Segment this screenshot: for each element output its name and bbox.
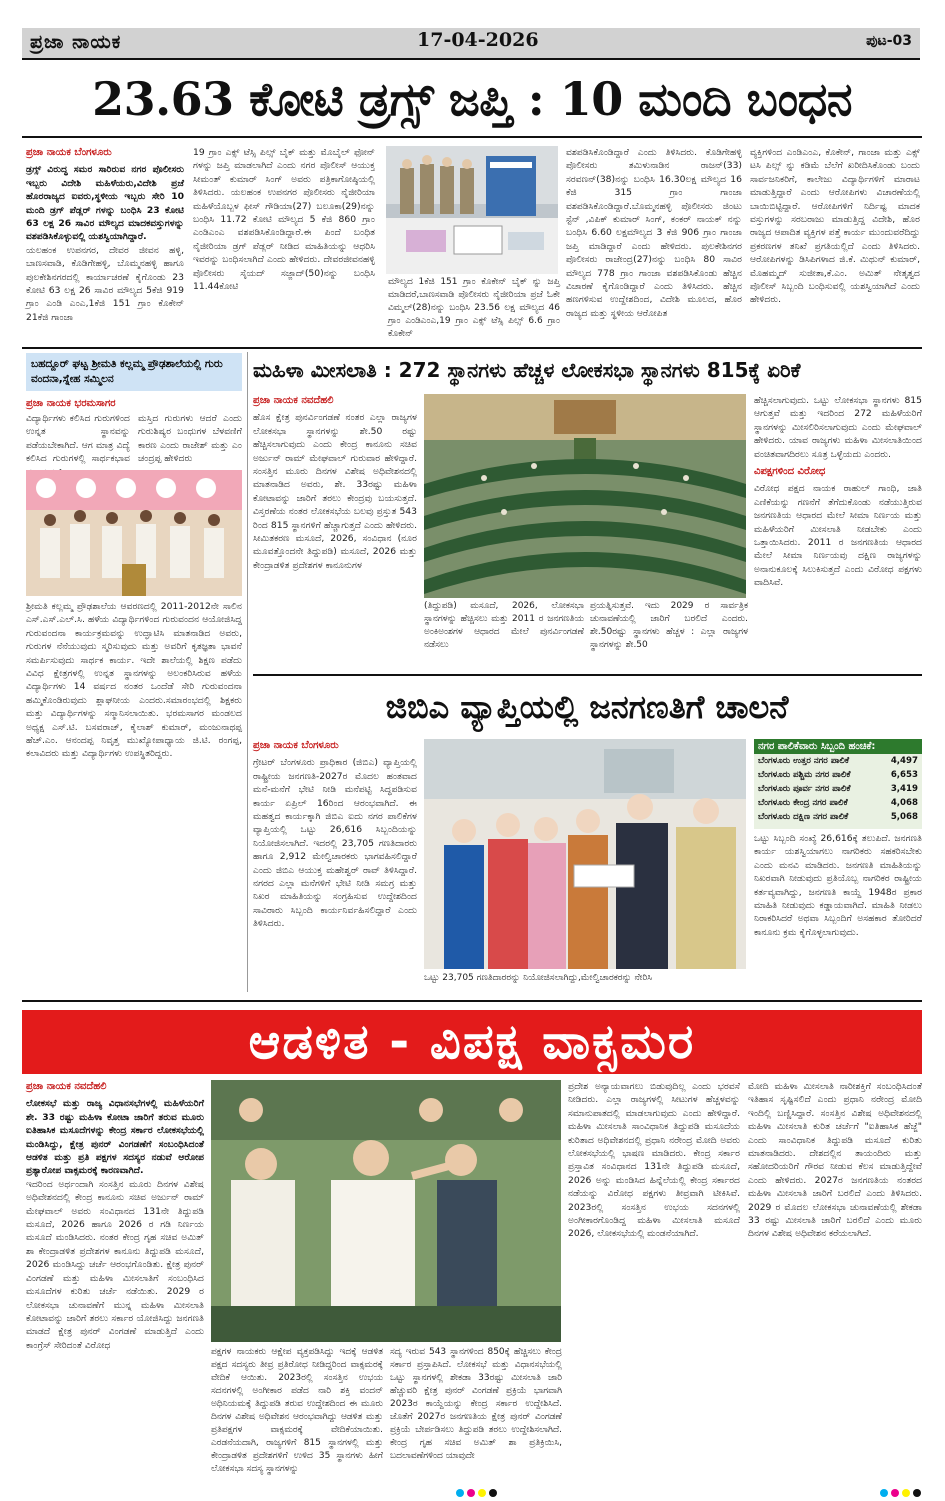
census-headline: ಜಿಬಿಎ ವ್ಯಾಪ್ತಿಯಲ್ಲಿ ಜನಗಣತಿಗೆ ಚಾಲನೆ [385, 688, 789, 726]
column-divider [247, 352, 248, 992]
story-body: ಯಲಹಂಕ ಉಪನಗರ, ದೇವರ ಜೀವನ ಹಳ್ಳಿ, ಬಾಣಸವಾಡಿ, ಕೊಡಿಗೇಹಳ್ಳಿ, ಬೊಮ್ಮನಹಳ್ಳಿ ಹಾಗೂ ಪುಲಕೇಶಿನಗರದಲ್ಲಿ ಕಾರ್ಯಾಚರಣೆ ಕೈಗೊಂಡು 23 ಕೋಟಿ 63 ಲಕ್ಷ 26 ಸಾವಿರ ಮೌಲ್ಯದ 5ಕೆಜಿ 919 ಗ್ರಾಂ ಎಂಡಿ ಎಂಎ,1ಕೆಜಿ 151 ಗ್ರಾಂ ಕೊಕೇನ್ 21ಕೆಜಿ ಗಾಂಜಾ [26, 244, 184, 323]
box-row: ಬೆಂಗಳೂರು ದಕ್ಷಿಣ ನಗರ ಪಾಲಿಕೆ 5,068 [758, 812, 918, 822]
black-dot [489, 1489, 497, 1497]
photo-caption: (ತಿದ್ದುಪಡಿ) ಮಸೂದೆ, 2026, ಲೋಕಸಭಾ ಸ್ಥಾನಗಳನ್ನು ಹೆಚ್ಚಿಸಲು ಮತ್ತು 2011 ರ ಜನಗಣತಿಯ ಅಂಕಿಅಂಶಗಳ ಆಧಾರದ ಮೇಲೆ ಪುನರ್ವಿಂಗಡಣೆ ನಡೆಸಲು [424, 601, 584, 650]
box-row: ಬೆಂಗಳೂರು ಕೇಂದ್ರ ನಗರ ಪಾಲಿಕೆ 4,068 [758, 798, 918, 808]
divider [253, 674, 922, 676]
story-body-2: ವಿರೋಧ ಪಕ್ಷದ ನಾಯಕ ರಾಹುಲ್ ಗಾಂಧಿ, ಜಾತಿ ಎಣಿಕೆಯನ್ನು ಗಣನೆಗೆ ತೆಗೆದುಕೊಂಡು ನಡೆಯುತ್ತಿರುವ ಜನಗಣತಿಯ ಆಧಾರದ ಮೇಲೆ ಸೀಮಾ ನಿರ್ಣಯ ಮತ್ತು ಮಹಿಳೆಯರಿಗೆ ಮೀಸಲಾತಿ ನೀಡಬೇಕು ಎಂದು ಒತ್ತಾಯಿಸಿದರು. 2011 ರ ಜನಗಣತಿಯ ಆಧಾರದ ಮೇಲೆ ಸೀಮಾ ನಿರ್ಣಯವು ದಕ್ಷಿಣ ರಾಜ್ಯಗಳನ್ನು ಅನಾನುಕೂಲಕ್ಕೆ ಸಿಲುಕಿಸುತ್ತದೆ ಎಂದು ವಿರೋಧ ಪಕ್ಷಗಳು ವಾದಿಸಿವೆ. [754, 483, 922, 589]
photo-caption: ಒಟ್ಟು 23,705 ಗಣತಿದಾರರನ್ನು ನಿಯೋಜಿಸಲಾಗಿದ್ದು,ಮೇಲ್ವಿಚಾರಕರನ್ನು ನೇರಿಸಿ [424, 973, 652, 983]
parliament-chamber-photo [424, 394, 746, 598]
police-press-photo [386, 146, 558, 274]
issue-date: 17-04-2026 [417, 29, 539, 51]
story1-col1 [26, 146, 184, 341]
black-dot [913, 1489, 921, 1497]
story-body: ಹೆಚ್ಚಿಸಲಾಗುವುದು. ಒಟ್ಟು ಲೋಕಸಭಾ ಸ್ಥಾನಗಳು 815 ಆಗುತ್ತವೆ ಮತ್ತು ಇದರಿಂದ 272 ಮಹಿಳೆಯರಿಗೆ ಸ್ಥಾನಗಳನ್ನು ಮೀಸಲಿರಿಸಲಾಗುವುದು ಎಂದು ಮೇಘವಾಲ್ ಹೇಳಿದರು. ಯಾವ ರಾಜ್ಯಗಳು ಮಹಿಳಾ ಮೀಸಲಾತಿಯಿಂದ ವಂಚಿತವಾಗದಿರಲು ಸೂತ್ರ ಒಳ್ಳೆಯದು ಎಂದರು. [754, 395, 922, 460]
lok-sabha-photo [424, 394, 746, 598]
story3-col1 [253, 739, 417, 987]
story-body: ಹೊಸ ಕ್ಷೇತ್ರ ಪುನರ್ವಿಂಗಡಣೆ ನಂತರ ಎಲ್ಲಾ ರಾಜ್ಯಗಳ ಲೋಕಸಭಾ ಸ್ಥಾನಗಳನ್ನು ಶೇ.50 ರಷ್ಟು ಹೆಚ್ಚಿಸಲಾಗುವುದು ಎಂದು ಕೇಂದ್ರ ಕಾನೂನು ಸಚಿವ ಅರ್ಜುನ್ ರಾಮ್ ಮೇಘವಾಲ್ ಗುರುವಾರ ಹೇಳಿದ್ದಾರೆ. ಸಂಸತ್ತಿನ ಮೂರು ದಿನಗಳ ವಿಶೇಷ ಅಧಿವೇಶನದಲ್ಲಿ ಮಾತನಾಡಿದ ಅವರು, ಶೇ. 33ರಷ್ಟು ಮಹಿಳಾ ಕೋಟಾವನ್ನು ಜಾರಿಗೆ ತರಲು ಕೇಂದ್ರವು ಬಯಸುತ್ತದೆ. ವಿಸ್ತರಣೆಯ ನಂತರ ಲೋಕಸಭೆಯ ಬಲವು ಪ್ರಸ್ತುತ 543 ರಿಂದ 815 ಸ್ಥಾನಗಳಿಗೆ ಹೆಚ್ಚಾಗುತ್ತದೆ ಎಂದು ಹೇಳಿದರು. ಸೀಮಿತಕರಣ ಮಸೂದೆ, 2026, ಸಂವಿಧಾನ (ನೂರ ಮೂವತ್ತೊಂದನೇ ತಿದ್ದುಪಡಿ) ಮಸೂದೆ, 2026 ಮತ್ತು ಕೇಂದ್ರಾಡಳಿತ ಪ್ರದೇಶಗಳ ಕಾನೂನುಗಳ [253, 412, 417, 571]
census-photo [424, 739, 746, 969]
print-registration-marks [456, 1489, 497, 1497]
reservation-headline: ಮಹಿಳಾ ಮೀಸಲಾತಿ : 272 ಸ್ಥಾನಗಳು ಹೆಚ್ಚಳ ಲೋಕಸಭಾ ಸ್ಥಾನಗಳು 815ಕ್ಕೆ ಏರಿಕೆ [253, 358, 801, 382]
box-row: ಬೆಂಗಳೂರು ಪಶ್ಚಿಮ ನಗರ ಪಾಲಿಕೆ 6,653 [758, 770, 918, 780]
yellow-dot [902, 1489, 910, 1497]
story1-col5: ವ್ಯಕ್ತಿಗಳಿಂದ ಎಂಡಿಎಂಎ, ಕೊಕೇನ್, ಗಾಂಜಾ ಮತ್ತು ಎಕ್ಸ್ ಟಸಿ ಪಿಲ್ಸ್ ನ್ನು ಕಡಿಮೆ ಬೆಲೆಗೆ ಖರೀದಿಸಿಕೊಂಡು ಬಂದು ಸಾರ್ವಜನಿಕರಿಗೆ, ಕಾಲೇಜು ವಿದ್ಯಾರ್ಥಿಗಳಿಗೆ ಮಾರಾಟ ಮಾಡುತ್ತಿದ್ದಾರೆ ಎಂದು ಆರೋಪಿಗಳು ವಿಚಾರಣೆಯಲ್ಲಿ ಬಾಯಿಬಿಟ್ಟಿದ್ದಾರೆ. ಆರೋಪಿಗಳಿಗೆ ನಿರ್ದಿಷ್ಟ ಮಾದಕ ವಸ್ತುಗಳನ್ನು ಸರಬರಾಜು ಮಾಡುತ್ತಿದ್ದ ವಿದೇಶಿ, ಹೊರ ರಾಜ್ಯದ ಆಪಾದಿತ ವ್ಯಕ್ತಿಗಳ ಪತ್ತೆ ಕಾರ್ಯ ಮುಂದುವರೆದಿದ್ದು ಪ್ರಕರಣಗಳ ತನಿಖೆ ಪ್ರಗತಿಯಲ್ಲಿದೆ ಎಂದು ತಿಳಿಸಿದರು. ಆರೋಪಿಗಳನ್ನು ಡಿಸಿಪಿಗಳಾದ ಜಿ.ಕೆ. ಮಿಥುನ್ ಕುಮಾರ್, ಮೊಹಮ್ಮದ್ ಸುಜೀತಾ,ಕೆ.ಎಂ. ಅಮಿತ್ ನೇತೃತ್ವದ ಪೊಲೀಸ್ ಸಿಬ್ಬಂದಿ ಬಂಧಿಸುವಲ್ಲಿ ಯಶಸ್ವಿಯಾಗಿದೆ ಎಂದು ಹೇಳಿದರು. [750, 147, 920, 306]
paper-name: ಪ್ರಜಾ ನಾಯಕ [30, 31, 122, 53]
byline: ಪ್ರಜಾ ನಾಯಕ ಬೆಂಗಳೂರು [253, 740, 339, 751]
story-body: ಗ್ರೇಟರ್ ಬೆಂಗಳೂರು ಪ್ರಾಧಿಕಾರ (ಜಿಬಿಎ) ವ್ಯಾಪ್ತಿಯಲ್ಲಿ ರಾಷ್ಟ್ರೀಯ ಜನಗಣತಿ-2027ರ ಮೊದಲ ಹಂತವಾದ ಮನೆ-ಮನೆಗೆ ಭೇಟಿ ನೀಡಿ ಮನೆಪಟ್ಟಿ ಸಿದ್ಧಪಡಿಸುವ ಕಾರ್ಯ ಏಪ್ರಿಲ್ 16ರಿಂದ ಆರಂಭವಾಗಿದೆ. ಈ ಮಹತ್ವದ ಕಾರ್ಯಕ್ಕಾಗಿ ಜಿಬಿಎ ಐದು ನಗರ ಪಾಲಿಕೆಗಳ ವ್ಯಾಪ್ತಿಯಲ್ಲಿ ಒಟ್ಟು 26,616 ಸಿಬ್ಬಂದಿಯನ್ನು ನಿಯೋಜಿಸಲಾಗಿದೆ. ಇದರಲ್ಲಿ 23,705 ಗಣತಿದಾರರು ಹಾಗೂ 2,912 ಮೇಲ್ವಿಚಾರಕರು ಭಾಗವಹಿಸಲಿದ್ದಾರೆ ಎಂದು ಜಿಬಿಎ ಆಯುಕ್ತ ಮಹೇಶ್ವರ್ ರಾವ್ ತಿಳಿಸಿದ್ದಾರೆ. ನಗರದ ಎಲ್ಲಾ ಮನೆಗಳಿಗೆ ಭೇಟಿ ನೀಡಿ ಸಮಗ್ರ ಮತ್ತು ನಿಖರ ಮಾಹಿತಿಯನ್ನು ಸಂಗ್ರಹಿಸುವ ಉದ್ದೇಶದಿಂದ ಸಾವಿರಾರು ಸಿಬ್ಬಂದಿ ಕಾರ್ಯನಿರ್ವಹಿಸಲಿದ್ದಾರೆ ಎಂದು ತಿಳಿಸಿದರು. [253, 757, 417, 930]
box-title: ನಗರ ಪಾಲಿಕೆವಾರು ಸಿಬ್ಬಂದಿ ಹಂಚಿಕೆ: [754, 739, 922, 754]
divider [22, 347, 922, 349]
yellow-dot [478, 1489, 486, 1497]
story4-col4: ಮೋದಿ ಮಹಿಳಾ ಮೀಸಲಾತಿ ನಾರೀಶಕ್ತಿಗೆ ಸಂಬಂಧಿಸಿದಂತೆ ಇತಿಹಾಸ ಸೃಷ್ಟಿಸಲಿದೆ ಎಂದು ಪ್ರಧಾನಿ ನರೇಂದ್ರ ಮೋದಿ ಇಂದಿಲ್ಲಿ ಬಣ್ಣಿಸಿದ್ದಾರೆ. ಸಂಸತ್ತಿನ ವಿಶೇಷ ಅಧಿವೇಶನದಲ್ಲಿ ಮಹಿಳಾ ಮೀಸಲಾತಿ ಕುರಿತ ಚರ್ಚೆಗೆ "ಐತಿಹಾಸಿಕ ಹೆಜ್ಜೆ" ಎಂದು ಸಾಂವಿಧಾನಿಕ ತಿದ್ದುಪಡಿ ಮಸೂದೆ ಕುರಿತು ಮಾತನಾಡಿದರು. ದೇಶದಲ್ಲಿನ ತಾಯಂದಿರು ಮತ್ತು ಸಹೋದರಿಯರಿಗೆ ಗೌರವ ನೀಡುವ ಕೆಲಸ ಮಾಡುತ್ತಿದ್ದೇವೆ ಎಂದು ಹೇಳಿದರು. 2027ರ ಜನಗಣತಿಯ ನಂತರದ ಮಹಿಳಾ ಮೀಸಲಾತಿ ಜಾರಿಗೆ ಬರಲಿದೆ ಎಂದು ತಿಳಿಸಿದರು. 2029 ರ ಮೊದಲ ಲೋಕಸಭಾ ಚುನಾವಣೆಯಲ್ಲಿ ಶೇಕಡಾ 33 ರಷ್ಟು ಮೀಸಲಾತಿ ಜಾರಿಗೆ ಬರಲಿದೆ ಎಂದು ಮೂರು ದಿನಗಳ ವಿಶೇಷ ಅಧಿವೇಶನ ಕರೆಯಲಾಗಿದೆ. [748, 1081, 922, 1240]
story-lead: ಲೋಕಸಭೆ ಮತ್ತು ರಾಜ್ಯ ವಿಧಾನಸಭೆಗಳಲ್ಲಿ ಮಹಿಳೆಯರಿಗೆ ಶೇ. 33 ರಷ್ಟು ಮಹಿಳಾ ಕೋಟಾ ಜಾರಿಗೆ ತರುವ ಮೂರು ಐತಿಹಾಸಿಕ ಮಸೂದೆಗಳನ್ನು ಕೇಂದ್ರ ಸರ್ಕಾರ ಲೋಕಸಭೆಯಲ್ಲಿ ಮಂಡಿಸಿದ್ದು, ಕ್ಷೇತ್ರ ಪುನರ್ ವಿಂಗಡಣೆಗೆ ಸಂಬಂಧಿಸಿದಂತೆ ಆಡಳಿತ ಮತ್ತು ಪ್ರತಿ ಪಕ್ಷಗಳ ಸದಸ್ಯರ ನಡುವೆ ಆರೋಪ ಪ್ರತ್ಯಾರೋಪ ವಾಕ್ಸಮರಕ್ಕೆ ಕಾರಣವಾಗಿದೆ. [26, 1098, 204, 1177]
photo-caption-right: ಸದ್ಯ ಇರುವ 543 ಸ್ಥಾನಗಳಿಂದ 850ಕ್ಕೆ ಹೆಚ್ಚಿಸಲು ಕೇಂದ್ರ ಸರ್ಕಾರ ಪ್ರಸ್ತಾಪಿಸಿದೆ. ಲೋಕಸಭೆ ಮತ್ತು ವಿಧಾನಸಭೆಯಲ್ಲಿ ಒಟ್ಟು ಸ್ಥಾನಗಳಲ್ಲಿ ಶೇಕಡಾ 33ರಷ್ಟು ಮೀಸಲಾತಿ ಜಾರಿ ಹೆಚ್ಚುವರಿ ಕ್ಷೇತ್ರ ಪುನರ್ ವಿಂಗಡಣೆ ಪ್ರಕ್ರಿಯೆ ಭಾಗವಾಗಿ 2023ರ ಕಾಯ್ದೆಯನ್ನು ಕೇಂದ್ರ ಸರ್ಕಾರ ಉದ್ದೇಶಿಸಿದೆ. ಜೊತೆಗೆ 2027ರ ಜನಗಣತಿಯ ಕ್ಷೇತ್ರ ಪುನರ್ ವಿಂಗಡಣೆ ಪ್ರಕ್ರಿಯೆ ಬೇರ್ಪಡಿಸಲು ತಿದ್ದುಪಡಿ ತರಲು ಉದ್ದೇಶಿಸಲಾಗಿದೆ. ಕೇಂದ್ರ ಗೃಹ ಸಚಿವ ಅಮಿತ್ ಶಾ ಪ್ರತಿಕ್ರಿಯಿಸಿ, ಬದಲಾವಣೆಗಳಿಂದ ಯಾವುದೇ [390, 1347, 562, 1461]
divider [22, 136, 922, 138]
sidebar-headline-box [26, 353, 242, 395]
photo-caption-right: ಪ್ರಯತ್ನಿಸುತ್ತವೆ. ಇದು 2029 ರ ಸಾರ್ವತ್ರಿಕ ಚುನಾವಣೆಯಲ್ಲಿ ಜಾರಿಗೆ ಬರಲಿದೆ ಎಂದರು. ಶೇ.50ರಷ್ಟು ಸ್ಥಾನಗಳು ಹೆಚ್ಚಳ : ಎಲ್ಲಾ ರಾಜ್ಯಗಳ ಸ್ಥಾನಗಳನ್ನು ಶೇ.50 [590, 601, 748, 650]
story1-col4: ವಶಪಡಿಸಿಕೊಂಡಿದ್ದಾರೆ ಎಂದು ತಿಳಿಸಿದರು. ಕೊಡಿಗೇಹಳ್ಳಿ ಪೊಲೀಸರು ತಮಿಳುನಾಡಿನ ರಾಜನ್(33) ಸರವಣನ್(38)ನನ್ನು ಬಂಧಿಸಿ 16.30ಲಕ್ಷ ಮೌಲ್ಯದ 16 ಕೆಜಿ 315 ಗ್ರಾಂ ಗಾಂಜಾ ವಶಪಡಿಸಿಕೊಂಡಿದ್ದಾರೆ.ಬೊಮ್ಮನಹಳ್ಳಿ ಪೊಲೀಸರು ಜಿಂಟು ಸ್ಟೆನ್ ,ವಿಪಿಕ್ ಕುಮಾರ್ ಸಿಂಗ್, ಕಂಕರ್ ನಾಯಕ್ ನನ್ನು ಬಂಧಿಸಿ 6.60 ಲಕ್ಷಮೌಲ್ಯದ 3 ಕೆಜಿ 906 ಗ್ರಾಂ ಗಾಂಜಾ ಜಪ್ತಿ ಮಾಡಿದ್ದಾರೆ ಎಂದು ಹೇಳಿದರು. ಪುಲಕೇಶಿನಗರ ಪೊಲೀಸರು ರಾಜೇಂದ್ರ(27)ನನ್ನು ಬಂಧಿಸಿ 80 ಸಾವಿರ ಮೌಲ್ಯದ 778 ಗ್ರಾಂ ಗಾಂಜಾ ವಶಪಡಿಸಿಕೊಂಡು ಹೆಚ್ಚಿನ ವಿಚಾರಣೆ ಕೈಗೊಂಡಿದ್ದಾರೆ ಎಂದು ತಿಳಿಸಿದರು. ಹೆಚ್ಚಿನ ಹಣಗಳಿಸುವ ಉದ್ದೇಶದಿಂದ, ವಿದೇಶಿ ಮೂಲದ, ಹೊರ ರಾಜ್ಯದ ಮತ್ತು ಸ್ಥಳೀಯ ಆರೋಪಿತ [566, 147, 742, 319]
census-officials-photo [424, 739, 746, 969]
amit-shah-speech-photo [211, 1080, 561, 1342]
sidebar-col1: ವಿದ್ಯಾರ್ಥಿಗಳು ಕಲಿಸಿದ ಗುರುಗಳಿಂದ ಉನ್ನತ ಸ್ಥಾನವನ್ನು ಪಡೆಯಬೇಕಾಗಿದೆ. ಆಗ ಮಾತ್ರ ವಿದ್ಯೆ ಕಲಿಸಿದ ಗುರುಗಳಲ್ಲಿ ಸಾರ್ಥಕಭಾವ [26, 413, 130, 465]
story2-col1 [253, 394, 417, 670]
sidebar-headline: ಬಹದ್ದೂರ್ ಘಟ್ಟ ಶ್ರೀಮತಿ ಕಲ್ಲಮ್ಮ ಪ್ರೌಢಶಾಲೆಯಲ್ಲಿ ಗುರು ವಂದನಾ,ಸ್ನೇಹ ಸಮ್ಮಿಲನ [26, 353, 242, 391]
story4-col1 [26, 1080, 204, 1482]
byline: ಪ್ರಜಾ ನಾಯಕ ನವದೆಹಲಿ [26, 1081, 107, 1092]
drug-seizure-photo [386, 146, 558, 274]
magenta-dot [891, 1489, 899, 1497]
staff-allocation-box [754, 739, 922, 829]
divider [22, 1000, 922, 1002]
story-body: ಇದರಿಂದ ಅರ್ಥಂದಾಗಿ ಸಂಸತ್ತಿನ ಮೂರು ದಿನಗಳ ವಿಶೇಷ ಅಧಿವೇಶನದಲ್ಲಿ ಕೇಂದ್ರ ಕಾನೂನು ಸಚಿವ ಅರ್ಜುನ್ ರಾಮ್ ಮೇಘವಾಲ್ ಅವರು ಸಂವಿಧಾನದ 131ನೇ ತಿದ್ದುಪಡಿ ಮಸೂದೆ, 2026 ಹಾಗೂ 2026 ರ ಗಡಿ ನಿರ್ಣಯ ಮಸೂದೆ ಮಂಡಿಸಿದರು. ನಂತರ ಕೇಂದ್ರ ಗೃಹ ಸಚಿವ ಅಮಿತ್ ಶಾ ಕೇಂದ್ರಾಡಳಿತ ಪ್ರದೇಶಗಳ ಕಾನೂನು ತಿದ್ದುಪಡಿ ಮಸೂದೆ, 2026 ಮಂಡಿಸಿದ್ದು ಚರ್ಚೆ ಆರಂಭಗೊಂಡಿತು. ಕ್ಷೇತ್ರ ಪುನರ್ ವಿಂಗಡಣೆ ಮತ್ತು ಮಹಿಳಾ ಮೀಸಲಾತಿಗೆ ಸಂಬಂಧಿಸಿದ ಮಸೂದೆಗಳ ಕುರಿತು ಚರ್ಚೆ ನಡೆಯಿತು. 2029 ರ ಲೋಕಸಭಾ ಚುನಾವಣೆಗೆ ಮುನ್ನ ಮಹಿಳಾ ಮೀಸಲಾತಿ ಕೋಟಾವನ್ನು ಜಾರಿಗೆ ತರಲು ಸರ್ಕಾರ ಯೋಜಿಸಿದ್ದು ಜನಗಣತಿ ಮಾಡದೆ ಕ್ಷೇತ್ರ ಪುನರ್ ವಿಂಗಡಣೆ ಮಾಡುತ್ತಿದೆ ಎಂದು ಕಾಂಗ್ರೆಸ್ ಸೇರಿದಂತೆ ವಿರೋಧ [26, 1178, 204, 1351]
story2-col3 [754, 394, 922, 670]
box-row: ಬೆಂಗಳೂರು ಪೂರ್ವ ನಗರ ಪಾಲಿಕೆ 3,419 [758, 784, 918, 794]
parliament-debate-photo [211, 1080, 561, 1342]
sidebar-body: ಶ್ರೀಮತಿ ಕಲ್ಲಮ್ಮ ಪ್ರೌಢಶಾಲೆಯ ಆವರಣದಲ್ಲಿ 2011-2012ನೇ ಸಾಲಿನ ಎಸ್.ಎಸ್.ಎಲ್.ಸಿ. ಹಳೆಯ ವಿದ್ಯಾರ್ಥಿಗಳಿಂದ ಗುರುವಂದನ ಆಯೋಜಿಸಿದ್ದ ಗುರುವಂದನಾ ಕಾರ್ಯಕ್ರಮವನ್ನು ಉದ್ಘಾಟಿಸಿ ಮಾತನಾಡಿದ ಅವರು, ಗುರುಗಳ ನೆನೆಯುವುದು ಸ್ಮರಿಸುವುದು ಮತ್ತು ಅವರಿಗೆ ಕೃತಜ್ಞತಾ ಭಾವನೆ ಸಮರ್ಪಿಸುವುದು ಸಾರ್ಥಕ ಕಾರ್ಯ. ಇದೇ ಶಾಲೆಯಲ್ಲಿ ಶಿಕ್ಷಣ ಪಡೆದು ವಿವಿಧ ಕ್ಷೇತ್ರಗಳಲ್ಲಿ ಉನ್ನತ ಸ್ಥಾನಗಳನ್ನು ಅಲಂಕರಿಸಿರುವ ಹಳೆಯ ವಿದ್ಯಾರ್ಥಿಗಳು 14 ವರ್ಷದ ನಂತರ ಒಂದೆಡೆ ಸೇರಿ ಗುರುವಂದನಾ ಹಮ್ಮಿಕೊಂಡಿರುವುದು ಶ್ಲಾಘನೀಯ ಎಂದರು.ಸಮಾರಂಭದಲ್ಲಿ ಶಿಕ್ಷಕರು ಮತ್ತು ವಿದ್ಯಾರ್ಥಿಗಳನ್ನು ಸನ್ಮಾನಿಸಲಾಯಿತು. ಭರಮಸಾಗರ ಮಂಡಲದ ಅಧ್ಯಕ್ಷ ಎಸ್.ಟಿ. ಬಸವರಾಜ್, ಕೈಲಾಶ್ ಕುಮಾರ್, ಮಂಜುನಾಥಪ್ಪ ಹೆಚ್.ಎಂ. ಆನಂದಪ್ಪ ನಿವೃತ್ತ ಮುಖ್ಯೋಪಾಧ್ಯಾಯ ಜಿ.ಟಿ. ರಂಗಪ್ಪ, ಕಲಾವಿದರು ಮತ್ತು ವಿದ್ಯಾರ್ಥಿಗಳು ಉಪಸ್ಥಿತರಿದ್ದರು. [26, 601, 242, 760]
print-registration-marks [880, 1489, 921, 1497]
cyan-dot [456, 1489, 464, 1497]
subhead: ವಿಪಕ್ಷಗಳಿಂದ ವಿರೋಧ [754, 466, 826, 478]
byline: ಪ್ರಜಾ ನಾಯಕ ನವದೆಹಲಿ [253, 395, 334, 406]
byline: ಪ್ರಜಾ ನಾಯಕ ಬೆಂಗಳೂರು [26, 147, 112, 158]
masthead [22, 28, 920, 60]
story3-col3: ಒಟ್ಟು ಸಿಬ್ಬಂದಿ ಸಂಖ್ಯೆ 26,616ಕ್ಕೆ ತಲುಪಿದೆ. ಜನಗಣತಿ ಕಾರ್ಯ ಯಶಸ್ವಿಯಾಗಲು ನಾಗರಿಕರು ಸಹಕರಿಸಬೇಕು ಎಂದು ಮನವಿ ಮಾಡಿದರು. ಜನಗಣತಿ ಮಾಹಿತಿಯನ್ನು ನಿಖರವಾಗಿ ನೀಡುವುದು ಪ್ರತಿಯೊಬ್ಬ ನಾಗರಿಕರ ರಾಷ್ಟ್ರೀಯ ಕರ್ತವ್ಯವಾಗಿದ್ದು, ಜನಗಣತಿ ಕಾಯ್ದೆ 1948ರ ಪ್ರಕಾರ ಮಾಹಿತಿ ನೀಡುವುದು ಕಡ್ಡಾಯವಾಗಿದೆ. ಮಾಹಿತಿ ನೀಡಲು ನಿರಾಕರಿಸಿದರೆ ಅಥವಾ ಸಿಬ್ಬಂದಿಗೆ ಅಸಹಕಾರ ತೋರಿದರೆ ಕಾನೂನು ಕ್ರಮ ಕೈಗೊಳ್ಳಲಾಗುವುದು. [754, 833, 922, 938]
sidebar-byline-wrap [26, 397, 242, 411]
cyan-dot [880, 1489, 888, 1497]
magenta-dot [467, 1489, 475, 1497]
gurvandana-photo [26, 470, 242, 596]
photo-caption: ಪಕ್ಷಗಳ ನಾಯಕರು ಆಕ್ಷೇಪ ವ್ಯಕ್ತಪಡಿಸಿದ್ದು ಇದಕ್ಕೆ ಆಡಳಿತ ಪಕ್ಷದ ಸದಸ್ಯರು ತೀವ್ರ ಪ್ರತಿರೋಧ ನೀಡಿದ್ದರಿಂದ ವಾಕ್ಸಮರಕ್ಕೆ ವೇದಿಕೆ ಆಯಿತು. 2023ರಲ್ಲಿ ಸಂಸತ್ತಿನ ಉಭಯ ಸದನಗಳಲ್ಲಿ ಅಂಗೀಕಾರ ಪಡೆದ ನಾರಿ ಶಕ್ತಿ ವಂದನ್ ಅಧಿನಿಯಮಕ್ಕೆ ತಿದ್ದುಪಡಿ ತರುವ ಉದ್ದೇಶದಿಂದ ಈ ಮೂರು ದಿನಗಳ ವಿಶೇಷ ಅಧಿವೇಶನ ಆರಂಭವಾಗಿದ್ದು ಆಡಳಿತ ಮತ್ತು ಪ್ರತಿಪಕ್ಷಗಳ ವಾಕ್ಸಮರಕ್ಕೆ ವೇದಿಕೆಯಾಯಿತು. ಎರಡನೆಯದಾಗಿ, ರಾಜ್ಯಗಳಿಗೆ 815 ಸ್ಥಾನಗಳಲ್ಲಿ ಮತ್ತು ಕೇಂದ್ರಾಡಳಿತ ಪ್ರದೇಶಗಳಿಗೆ ಉಳಿದ 35 ಸ್ಥಾನಗಳು ಹೀಗೆ ಲೋಕಸಭಾ ಸದಸ್ಯ ಸ್ಥಾನಗಳನ್ನು [211, 1347, 383, 1474]
story4-col3: ಪ್ರದೇಶ ಅನ್ಯಾಯವಾಗಲು ಬಿಡುವುದಿಲ್ಲ ಎಂದು ಭರವಸೆ ನೀಡಿದರು. ಎಲ್ಲಾ ರಾಜ್ಯಗಳಲ್ಲಿ ಸೀಟುಗಳ ಹೆಚ್ಚಳವನ್ನು ಸಮಾನುಪಾತದಲ್ಲಿ ಮಾಡಲಾಗುವುದು ಎಂದು ಹೇಳಿದ್ದಾರೆ. ಮಹಿಳಾ ಮೀಸಲಾತಿ ಸಾಂವಿಧಾನಿಕ ತಿದ್ದುಪಡಿ ಮಸೂದೆಯ ಕುರಿತಾದ ಅಧಿವೇಶನದಲ್ಲಿ ಪ್ರಧಾನಿ ನರೇಂದ್ರ ಮೋದಿ ಅವರು ಲೋಕಸಭೆಯಲ್ಲಿ ಭಾಷಣ ಮಾಡಿದರು. ಕೇಂದ್ರ ಸರ್ಕಾರ ಪ್ರಸ್ತಾವಿತ ಸಂವಿಧಾನದ 131ನೇ ತಿದ್ದುಪಡಿ ಮಸೂದೆ, 2026 ಅನ್ನು ಮಂಡಿಸಿದ ಹಿನ್ನೆಲೆಯಲ್ಲಿ ಕೇಂದ್ರ ಸರ್ಕಾರದ ನಡೆಯನ್ನು ವಿರೋಧ ಪಕ್ಷಗಳು ತೀವ್ರವಾಗಿ ಟೀಕಿಸಿವೆ. 2023ರಲ್ಲಿ ಸಂಸತ್ತಿನ ಉಭಯ ಸದನಗಳಲ್ಲಿ ಅಂಗೀಕಾರಗೊಂಡಿದ್ದ ಮಹಿಳಾ ಮೀಸಲಾತಿ ಮಸೂದೆ 2026, ಲೋಕಸಭೆಯಲ್ಲಿ ಮಂಡನೆಯಾಗಿದೆ. [568, 1081, 740, 1240]
photo-caption: ಮೌಲ್ಯದ 1ಕೆಜಿ 151 ಗ್ರಾಂ ಕೊಕೇನ್ ಬೈಕ್ ನ್ನು ಜಪ್ತಿ ಮಾಡಿದರೆ,ಬಾಣಸವಾಡಿ ಪೊಲೀಸರು ನೈಜೀರಿಯಾ ಪ್ರಜೆ ಓಕೇ ವಿಮ್ಮಲ್(28)ನನ್ನು ಬಂಧಿಸಿ 23.56 ಲಕ್ಷ ಮೌಲ್ಯದ 46 ಗ್ರಾಂ ಎಂಡಿಎಂಎ,19 ಗ್ರಾಂ ಎಕ್ಸ್ ಟೆಸ್ಸಿ ಪಿಲ್ಸ್ 6.6 ಗ್ರಾಂ ಕೊಕೇನ್ [388, 277, 560, 339]
byline: ಪ್ರಜಾ ನಾಯಕ ಭರಮಸಾಗರ [26, 398, 116, 409]
school-event-photo [26, 470, 242, 596]
lead-headline: 23.63 ಕೋಟಿ ಡ್ರಗ್ಸ್ ಜಪ್ತಿ : 10 ಮಂದಿ ಬಂಧನ [92, 72, 852, 126]
story-lead: ಡ್ರಗ್ಸ್ ವಿರುದ್ಧ ಸಮರ ಸಾರಿರುವ ನಗರ ಪೊಲೀಸರು ಇಬ್ಬರು ವಿದೇಶಿ ಮಹಿಳೆಯರು,ವಿದೇಶಿ ಪ್ರಜೆ ಹೊರರಾಜ್ಯದ ಐವರು,ಸ್ಥಳೀಯ ಇಬ್ಬರು ಸೇರಿ 10 ಮಂದಿ ಡ್ರಗ್ ಪೆಡ್ಲರ್ ಗಳನ್ನು ಬಂಧಿಸಿ 23 ಕೋಟಿ 63 ಲಕ್ಷ 26 ಸಾವಿರ ಮೌಲ್ಯದ ಮಾದಕವಸ್ತುಗಳನ್ನು ವಶಪಡಿಸಿಕೊಳ್ಳುವಲ್ಲಿ ಯಶಸ್ವಿಯಾಗಿದ್ದಾರೆ. [26, 164, 184, 243]
debate-banner: ಆಡಳಿತ - ವಿಪಕ್ಷ ವಾಕ್ಸಮರ [22, 1010, 922, 1074]
sidebar-col2: ಮಸ್ತಿದ ಗುರುಗಳು ಆದರೆ ಎಂದು ಗುರುಶಿಷ್ಯರ ಬಂಧುಗಳ ಬೆಳವಣಿಗೆ ಕಾರಣ ಎಂದು ರಾಜೇಶ್ ಮತ್ತು ಎಂ ಚಂದ್ರಪ್ಪ ಹೇಳಿದರು [138, 413, 242, 465]
story1-col2: 19 ಗ್ರಾಂ ಎಕ್ಸ್ ಟೆಸ್ಸಿ ಪಿಲ್ಸ್ ಬೈಕ್ ಮತ್ತು ಮೊಬೈಲ್ ಫೋನ್ ಗಳನ್ನು ಜಪ್ತಿ ಮಾಡಲಾಗಿದೆ ಎಂದು ನಗರ ಪೊಲೀಸ್ ಆಯುಕ್ತ ಸೀಮಂತ್ ಕುಮಾರ್ ಸಿಂಗ್ ಅವರು ಪತ್ರಿಕಾಗೋಷ್ಠಿಯಲ್ಲಿ ತಿಳಿಸಿದರು. ಯಲಹಂಕ ಉಪನಗರ ಪೊಲೀಸರು ನೈಜೀರಿಯಾ ಮಹಿಳೆಯೊಬ್ಬಳ ಫೀಸ್ ಗೌಡಿಯಾ(27) ಬಲೂಕಾ(29)ನನ್ನು ಬಂಧಿಸಿ 11.72 ಕೋಟಿ ಮೌಲ್ಯದ 5 ಕೆಜಿ 860 ಗ್ರಾಂ ಎಂಡಿಎಂಎ ವಶಪಡಿಸಿಕೊಂಡಿದ್ದಾರೆ.ಈ ಪಿಂದೆ ಬಂಧಿತ ನೈಜೀರಿಯಾ ಡ್ರಗ್ ಪೆಡ್ಲರ್ ನೀಡಿದ ಮಾಹಿತಿಯನ್ನು ಆಧರಿಸಿ ಇವರನ್ನು ಬಂಧಿಸಲಾಗಿದೆ ಎಂದು ಹೇಳಿದರು. ದೇವರಜೀವನಹಳ್ಳಿ ಪೊಲೀಸರು ಸೈಯದ್ ಸಜ್ಜಾದ್(50)ನನ್ನು ಬಂಧಿಸಿ 11.44ಕೋಟಿ [193, 147, 375, 293]
box-row: ಬೆಂಗಳೂರು ಉತ್ತರ ನಗರ ಪಾಲಿಕೆ 4,497 [758, 756, 918, 766]
page-number: ಪುಟ-03 [866, 33, 912, 49]
